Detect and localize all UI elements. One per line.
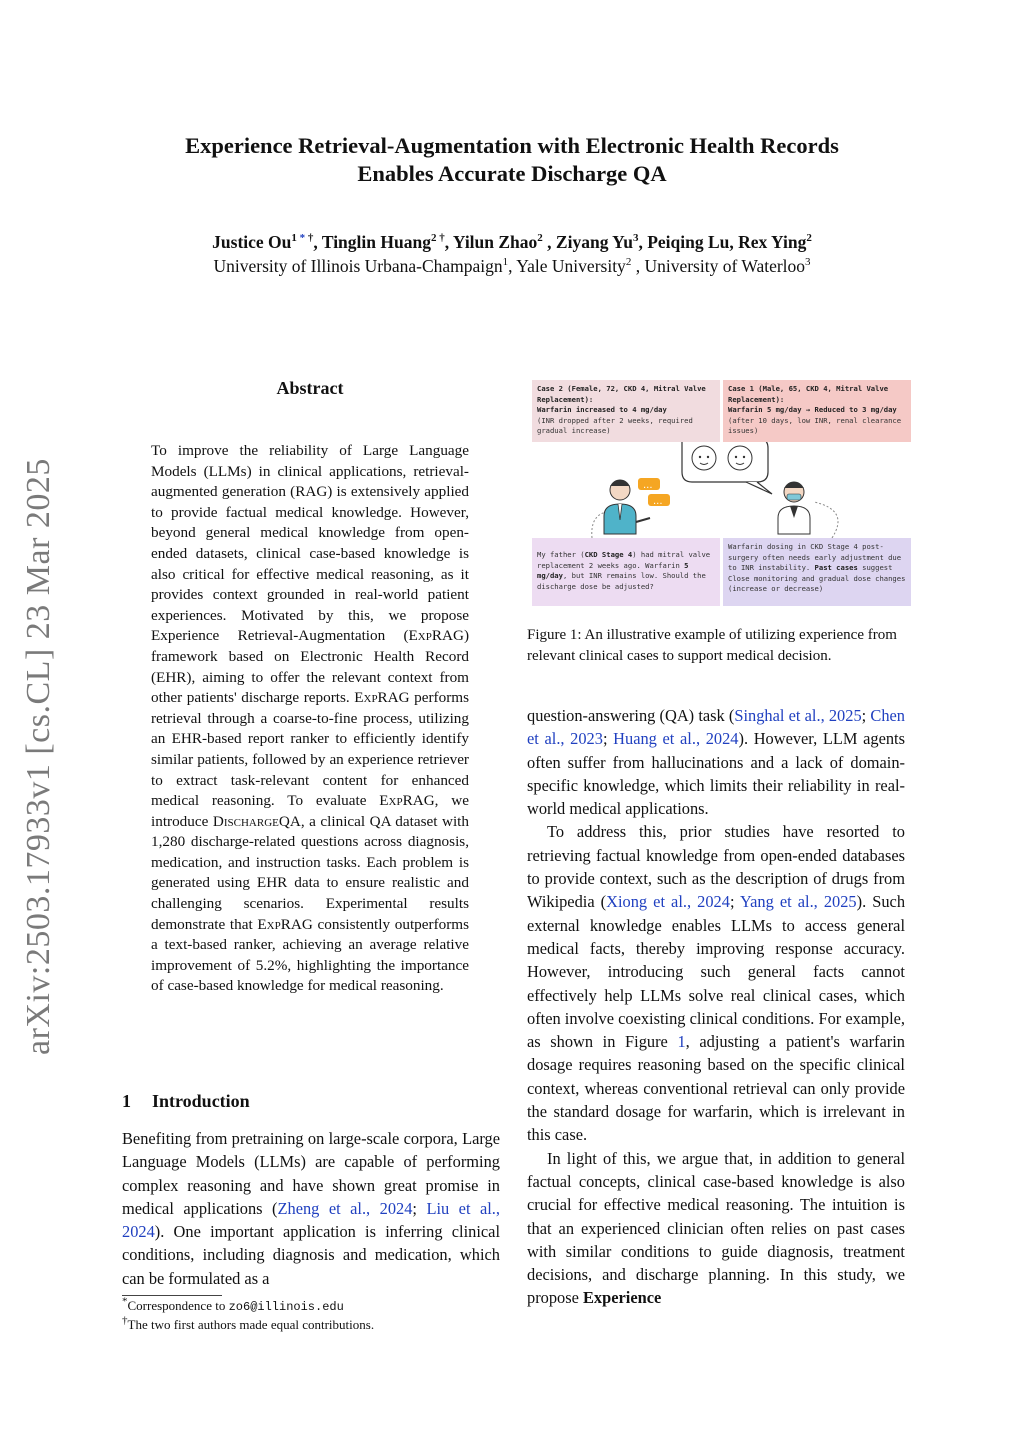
email-link[interactable]: zo6@illinois.edu xyxy=(228,1300,344,1314)
method-name: ExpRAG xyxy=(408,627,464,645)
figure-1 xyxy=(532,380,912,606)
intro-left-paragraph: Benefiting from pretraining on large-scale corpora, Large Language Models (LLMs) are capable of performing complex reasoning and have shown great promise in medical applications (Zheng et al., 2024; Liu et al., 2024). One important application is inferring clinical conditions, including diagnosis and medication, which can be formulated as a xyxy=(122,1129,500,1288)
author-name: Peiqing Lu, Rex Ying xyxy=(647,232,807,252)
citation-link[interactable]: Zheng et al., 2024 xyxy=(277,1198,413,1218)
doctor-figure-icon xyxy=(778,482,810,534)
patient-question-card: My father (CKD Stage 4) had mitral valve replacement 2 weeks ago. Warfarin 5 mg/day, but INR remains low. Should the discharge dose be adjusted? xyxy=(532,538,720,606)
case-2-card: Case 2 (Female, 72, CKD 4, Mitral Valve Replacement): Warfarin increased to 4 mg/day (INR dropped after 2 weeks, required gradual increase) xyxy=(532,380,720,442)
affiliation: Yale University xyxy=(516,256,626,276)
affiliation: University of Waterloo xyxy=(644,256,806,276)
abstract-body: To improve the reliability of Large Language Models (LLMs) in clinical applications, retrieval-augmented generation (RAG) is extensively applied to provide factual medical knowledge. However, beyond general medical knowledge from open-ended datasets, clinical case-based knowledge is also critical for effective medical reasoning, as it provides context grounded in real-world patient experiences. Motivated by this, we propose Experience Retrieval-Augmentation (ExpRAG) framework based on Electronic Health Record (EHR), aiming to offer the relevant context from other patients' discharge reports. ExpRAG performs retrieval through a coarse-to-fine process, utilizing an EHR-based report ranker to efficiently identify similar patients, followed by an experience retriever to extract task-relevant content for enhanced medical reasoning. To evaluate ExpRAG, we introduce DischargeQA, a clinical QA dataset with 1,280 discharge-related questions across diagnosis, medication, and instruction tasks. Each problem is generated using EHR data to ensure realistic and challenging scenarios. Experimental results demonstrate that ExpRAG consistently outperforms a text-based ranker, achieving an average relative improvement of 5.2%, highlighting the importance of case-based knowledge for medical reasoning. xyxy=(151,442,469,995)
abstract-heading: Abstract xyxy=(276,378,344,398)
citation-link[interactable]: Liu et al., 2024 xyxy=(122,1198,500,1242)
paragraph: question-answering (QA) task (Singhal et al., 2025; Chen et al., 2023; Huang et al., 2024). However, LLM agents often suffer from hallucinations and a lack of domain-specific knowledge, which limits their reliability in real-world medical applications. xyxy=(527,706,906,819)
citation-link[interactable]: Huang et al., 2024 xyxy=(613,729,739,749)
figure-caption: Figure 1: An illustrative example of utilizing experience from relevant clinical cases to support medical decision. xyxy=(527,627,897,664)
arxiv-identifier: arXiv:2503.17933v1 [cs.CL] 23 Mar 2025 xyxy=(20,458,57,1055)
author-name: Justice Ou xyxy=(212,232,292,252)
paper-title xyxy=(100,132,924,188)
figure-illustration xyxy=(532,442,912,538)
method-name: ExpRAG xyxy=(354,689,410,707)
method-name: ExpRAG xyxy=(379,792,435,810)
author-list: Justice Ou$^1$ * †, Tinglin Huang$^2$ †, Yilun Zhao$^2$ , Ziyang Yu$^3$, Peiqing Lu, Rex Ying$^2$ xyxy=(212,232,812,252)
author-name: Yilun Zhao xyxy=(452,232,538,252)
paragraph: In light of this, we argue that, in addition to general factual concepts, clinical case-based knowledge is also crucial for effective medical reasoning. The intuition is that an experienced clinician often relies on past cases with similar conditions to guide diagnosis, treatment decisions, and discharge planning. In this study, we propose Experience xyxy=(527,1148,905,1308)
case-1-card: Case 1 (Male, 65, CKD 4, Mitral Valve Replacement): Warfarin 5 mg/day → Reduced to 3 mg/day (after 10 days, low INR, renal clearance issues) xyxy=(723,380,911,442)
chat-bubble-icon xyxy=(638,478,670,507)
paragraph: To address this, prior studies have resorted to retrieving factual knowledge from open-ended databases to provide context, such as the description of drugs from Wikipedia (Xiong et al., 2024; Yang et al., 2025). Such external knowledge enables LLMs to access general medical facts, thereby improving response accuracy. However, introducing such general facts cannot effectively help LLMs solve real clinical cases, which often involve coexisting clinical conditions. For example, as shown in Figure 1, adjusting a patient's warfarin dosage requires reasoning based on the specific clinical context, whereas conventional retrieval can only provide the standard dosage for warfarin, which is irrelevant in this case. xyxy=(527,822,906,1145)
connector-line xyxy=(814,502,838,538)
citation-link[interactable]: Xiong et al., 2024 xyxy=(606,892,730,912)
affiliation: University of Illinois Urbana-Champaign xyxy=(213,256,503,276)
dataset-name: DischargeQA xyxy=(212,812,301,830)
svg-text:...: ... xyxy=(653,496,663,507)
title-line-1: Experience Retrieval-Augmentation with Electronic Health Records xyxy=(185,133,839,158)
author-name: Tinglin Huang xyxy=(321,232,431,252)
footnote-correspondence: *Correspondence to zo6@illinois.edu xyxy=(122,1295,344,1314)
thought-bubble-icon xyxy=(682,442,772,494)
author-name: Ziyang Yu xyxy=(555,232,633,252)
footnote-equal-contribution: †The two first authors made equal contributions. xyxy=(122,1314,375,1332)
intro-right-column xyxy=(527,704,905,1310)
title-line-2: Enables Accurate Discharge QA xyxy=(357,161,667,186)
section-heading: 1 Introduction xyxy=(122,1091,250,1111)
method-name: ExpRAG xyxy=(257,915,313,933)
svg-text:...: ... xyxy=(643,480,653,491)
figure-reference-link[interactable]: 1 xyxy=(677,1032,686,1052)
citation-link[interactable]: Chen et al., 2023 xyxy=(527,706,906,749)
citation-link[interactable]: Yang et al., 2025 xyxy=(739,892,857,912)
doctor-answer-card: Warfarin dosing in CKD Stage 4 post-surgery often needs early adjustment due to INR instability. Past cases suggest Close monitoring and gradual dose changes (increase or decrease) xyxy=(723,538,911,606)
citation-link[interactable]: Singhal et al., 2025 xyxy=(734,706,862,725)
affiliation-list: University of Illinois Urbana-Champaign$^1$, Yale University$^2$ , University of Waterloo$^3$ xyxy=(213,256,811,276)
footnote-rule xyxy=(122,1295,222,1296)
